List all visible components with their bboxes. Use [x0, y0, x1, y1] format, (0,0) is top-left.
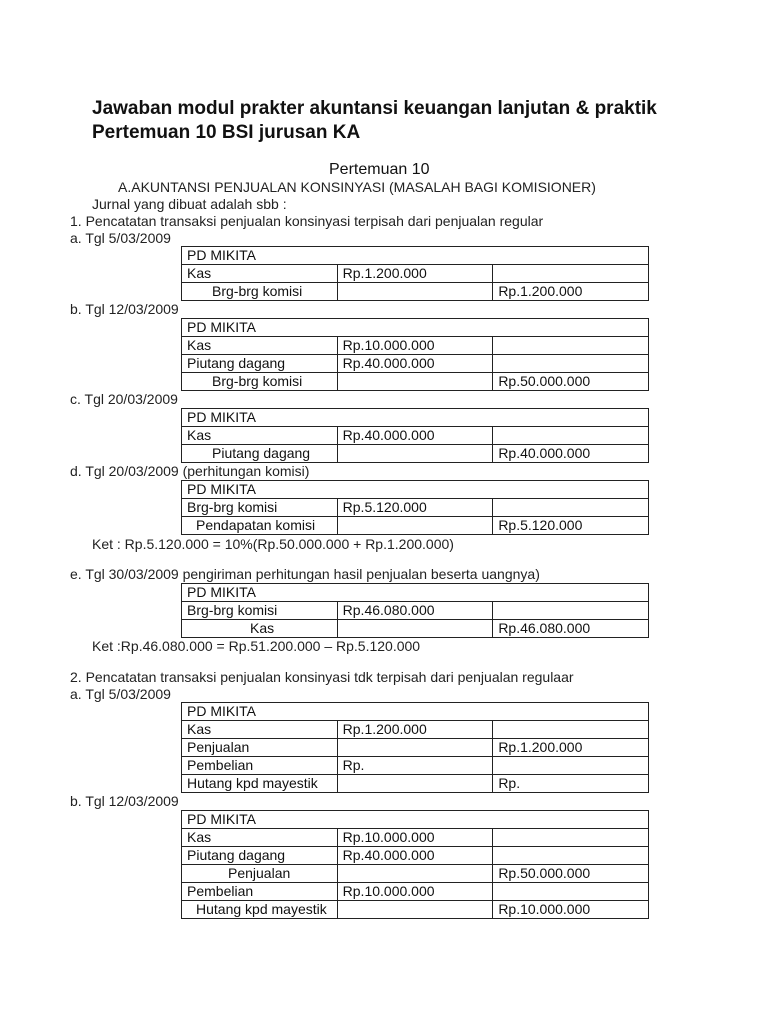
account-cell: Pendapatan komisi — [182, 517, 338, 535]
debit-cell — [337, 283, 493, 301]
credit-cell: Rp.1.200.000 — [493, 283, 649, 301]
credit-cell — [493, 265, 649, 283]
account-cell: Penjualan — [182, 739, 338, 757]
table-row — [182, 775, 649, 793]
table-row — [182, 445, 649, 463]
credit-cell: Rp.5.120.000 — [493, 517, 649, 535]
journal-table — [181, 583, 649, 638]
entry-label: d. Tgl 20/03/2009 (perhitungan komisi) — [70, 463, 310, 479]
account-cell: Piutang dagang — [182, 445, 338, 463]
journal-table — [181, 318, 649, 391]
credit-cell — [493, 355, 649, 373]
debit-cell: Rp.40.000.000 — [337, 355, 493, 373]
journal-table — [181, 408, 649, 463]
account-cell: Brg-brg komisi — [182, 283, 338, 301]
table-row — [182, 620, 649, 638]
table-row — [182, 847, 649, 865]
account-cell: Penjualan — [182, 865, 338, 883]
table-row — [182, 355, 649, 373]
debit-cell: Rp.1.200.000 — [337, 721, 493, 739]
debit-cell — [337, 517, 493, 535]
journal-table — [181, 480, 649, 535]
credit-cell: Rp.50.000.000 — [493, 865, 649, 883]
account-cell: Brg-brg komisi — [182, 602, 338, 620]
credit-cell: Rp.40.000.000 — [493, 445, 649, 463]
credit-cell — [493, 829, 649, 847]
part-1-heading: 1. Pencatatan transaksi penjualan konsinyasi terpisah dari penjualan regular — [70, 213, 544, 229]
account-cell: Kas — [182, 721, 338, 739]
account-cell: Brg-brg komisi — [182, 373, 338, 391]
debit-cell: Rp.40.000.000 — [337, 427, 493, 445]
credit-cell: Rp.10.000.000 — [493, 901, 649, 919]
account-cell: Pembelian — [182, 883, 338, 901]
account-cell: Hutang kpd mayestik — [182, 775, 338, 793]
table-row — [182, 739, 649, 757]
debit-cell — [337, 865, 493, 883]
table-row — [182, 721, 649, 739]
debit-cell — [337, 373, 493, 391]
credit-cell: Rp. — [493, 775, 649, 793]
table-header: PD MIKITA — [182, 409, 649, 427]
account-cell: Kas — [182, 337, 338, 355]
table-row — [182, 757, 649, 775]
account-cell: Hutang kpd mayestik — [182, 901, 338, 919]
debit-cell: Rp.1.200.000 — [337, 265, 493, 283]
account-cell: Kas — [182, 829, 338, 847]
table-row — [182, 265, 649, 283]
account-cell: Brg-brg komisi — [182, 499, 338, 517]
entry-label: a. Tgl 5/03/2009 — [70, 686, 171, 702]
journal-table — [181, 246, 649, 301]
debit-cell — [337, 445, 493, 463]
account-cell: Kas — [182, 620, 338, 638]
credit-cell — [493, 499, 649, 517]
calculation-note: Ket :Rp.46.080.000 = Rp.51.200.000 – Rp.5.120.000 — [92, 638, 421, 654]
debit-cell — [337, 775, 493, 793]
table-header: PD MIKITA — [182, 811, 649, 829]
table-row — [182, 373, 649, 391]
table-row — [182, 901, 649, 919]
credit-cell — [493, 721, 649, 739]
table-row — [182, 283, 649, 301]
credit-cell — [493, 427, 649, 445]
debit-cell — [337, 901, 493, 919]
table-row — [182, 602, 649, 620]
journal-table — [181, 702, 649, 793]
debit-cell: Rp.10.000.000 — [337, 337, 493, 355]
debit-cell — [337, 620, 493, 638]
table-row — [182, 517, 649, 535]
credit-cell — [493, 337, 649, 355]
account-cell: Pembelian — [182, 757, 338, 775]
credit-cell — [493, 883, 649, 901]
journal-table — [181, 810, 649, 919]
credit-cell — [493, 602, 649, 620]
meeting-subtitle: Pertemuan 10 — [329, 161, 430, 178]
account-cell: Kas — [182, 265, 338, 283]
table-row — [182, 829, 649, 847]
credit-cell: Rp.46.080.000 — [493, 620, 649, 638]
section-heading: A.AKUNTANSI PENJUALAN KONSINYASI (MASALAH BAGI KOMISIONER) — [118, 179, 596, 195]
table-header: PD MIKITA — [182, 584, 649, 602]
credit-cell — [493, 757, 649, 775]
debit-cell — [337, 739, 493, 757]
entry-label: c. Tgl 20/03/2009 — [70, 391, 178, 407]
account-cell: Piutang dagang — [182, 355, 338, 373]
part-2-heading: 2. Pencatatan transaksi penjualan konsinyasi tdk terpisah dari penjualan regulaar — [70, 669, 574, 685]
debit-cell: Rp. — [337, 757, 493, 775]
credit-cell — [493, 847, 649, 865]
debit-cell: Rp.46.080.000 — [337, 602, 493, 620]
debit-cell: Rp.5.120.000 — [337, 499, 493, 517]
table-header: PD MIKITA — [182, 481, 649, 499]
intro-text: Jurnal yang dibuat adalah sbb : — [92, 196, 287, 212]
debit-cell: Rp.10.000.000 — [337, 883, 493, 901]
table-header: PD MIKITA — [182, 319, 649, 337]
entry-label: a. Tgl 5/03/2009 — [70, 230, 171, 246]
document-title: Jawaban modul prakter akuntansi keuangan lanjutan & praktik Pertemuan 10 BSI jurusan KA — [92, 98, 657, 143]
entry-label: b. Tgl 12/03/2009 — [70, 793, 179, 809]
account-cell: Kas — [182, 427, 338, 445]
debit-cell: Rp.10.000.000 — [337, 829, 493, 847]
calculation-note: Ket : Rp.5.120.000 = 10%(Rp.50.000.000 + Rp.1.200.000) — [92, 536, 454, 552]
account-cell: Piutang dagang — [182, 847, 338, 865]
table-header: PD MIKITA — [182, 703, 649, 721]
table-header: PD MIKITA — [182, 247, 649, 265]
debit-cell: Rp.40.000.000 — [337, 847, 493, 865]
entry-label: b. Tgl 12/03/2009 — [70, 301, 179, 317]
table-row — [182, 865, 649, 883]
credit-cell: Rp.50.000.000 — [493, 373, 649, 391]
entry-label: e. Tgl 30/03/2009 pengiriman perhitungan hasil penjualan beserta uangnya) — [70, 566, 540, 582]
credit-cell: Rp.1.200.000 — [493, 739, 649, 757]
table-row — [182, 499, 649, 517]
table-row — [182, 427, 649, 445]
table-row — [182, 337, 649, 355]
table-row — [182, 883, 649, 901]
